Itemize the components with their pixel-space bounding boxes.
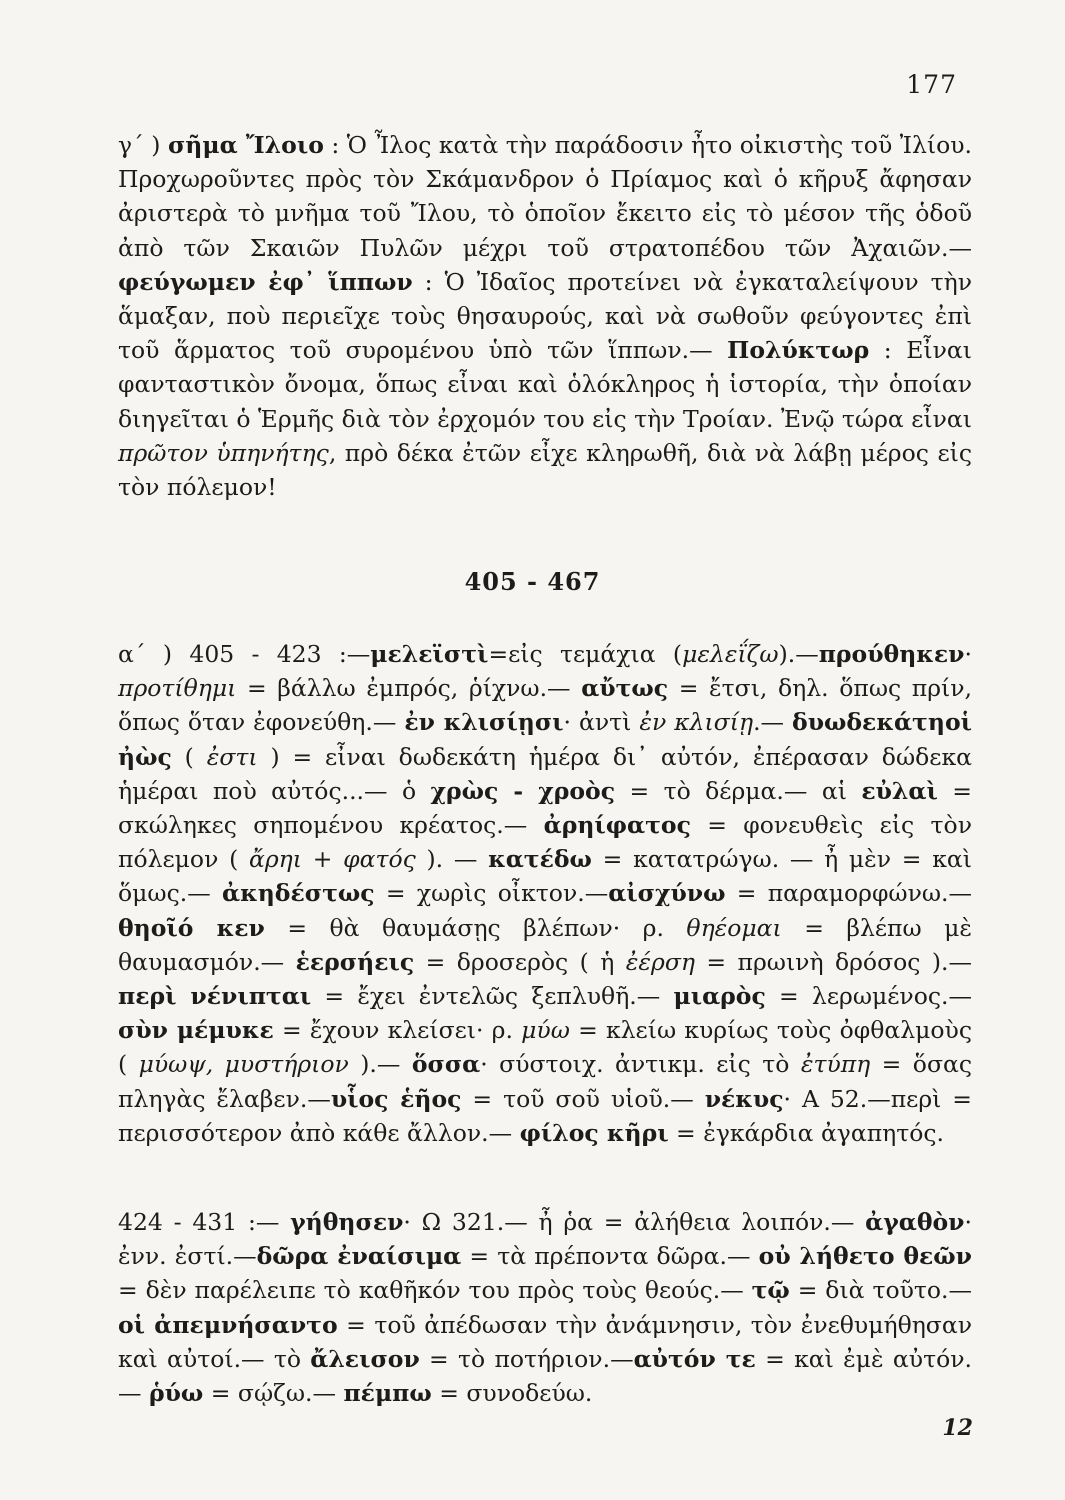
lemma-term: φεύγωμεν ἐφ᾽ ἵππων: [118, 267, 413, 296]
lemma-term: δῶρα ἐναίσιμα: [256, 1242, 462, 1271]
text-run: = συνοδεύω.: [431, 1379, 593, 1408]
text-run: 424 - 431 :—: [118, 1208, 291, 1236]
lemma-term: μιαρὸς: [673, 982, 766, 1011]
lemma-term: ἑερσήεις: [295, 947, 415, 976]
lemma-term: χρὼς - χροὸς: [430, 776, 616, 805]
text-run: = παραμορφώνω.—: [725, 879, 973, 908]
text-run: = τοῦ σοῦ υἱοῦ.—: [461, 1084, 705, 1113]
lemma-term: Πολύκτωρ: [727, 336, 870, 365]
lemma-term: οὐ λήθετο θεῶν: [758, 1242, 972, 1271]
lemma-term: υἷος ἑῆος: [330, 1084, 462, 1113]
lemma-term: φίλος κῆρι: [519, 1118, 669, 1147]
lemma-term: αὐτόν τε: [633, 1344, 756, 1373]
lemma-term: σῆμα Ἴλοιο: [167, 131, 324, 159]
text-run: = βλέπω μὲ θαυμασμόν.—: [118, 913, 973, 976]
text-run: = λερωμένος.—: [765, 982, 972, 1011]
italic-term: ἐέρση: [625, 947, 695, 976]
italic-term: ἐστι: [206, 742, 258, 771]
text-run: · Α 52.—περὶ = περισσότερον ἀπὸ κάθε ἄλλον.—: [118, 1084, 972, 1147]
italic-term: μελεΐζω: [682, 640, 779, 668]
text-run: = τοῦ ἀπέδωσαν τὴν ἀνάμνησιν, τὸν ἐνεθυμήθησαν καὶ αὐτοί.— τὸ: [118, 1310, 972, 1373]
lemma-term: δυωδεκάτηοἱ ἠὼς: [118, 708, 972, 771]
text-run: : Ὁ Ἰδαῖος προτείνει νὰ ἐγκαταλείψουν τὴν ἅμαξαν, ποὺ περιεῖχε τοὺς θησαυρούς, καὶ νὰ σωθοῦν φεύγοντες ἐπὶ τοῦ ἅρματος τοῦ συρομένου ὑπὸ τῶν ἵππων.—: [118, 267, 972, 365]
text-run: ).—: [348, 1050, 412, 1079]
text-run: .—: [753, 708, 793, 737]
text-run: = δὲν παρέλειπε τὸ καθῆκόν του πρὸς τοὺς θεούς.—: [118, 1276, 752, 1305]
lemma-term: περὶ νένιπται: [118, 982, 312, 1011]
lemma-term: αὔτως: [581, 674, 669, 703]
italic-term: ἐτύπη: [800, 1050, 871, 1079]
paragraph-commentary-3: [118, 1205, 972, 1410]
lemma-term: εὐλαὶ: [861, 776, 938, 805]
text-run: =εἰς τεμάχια (: [488, 640, 683, 668]
lemma-term: ῥύω: [148, 1379, 204, 1408]
lemma-term: θηοῖό κεν: [118, 913, 265, 942]
text-run: ).—: [778, 640, 819, 668]
italic-term: προτίθημι: [118, 674, 237, 703]
text-run: = κλείω κυρίως τοὺς ὀφθαλμοὺς (: [118, 1016, 972, 1079]
text-run: ). —: [415, 845, 489, 874]
paragraph-commentary-1: [118, 128, 972, 504]
text-run: (: [171, 742, 207, 771]
text-run: · σύστοιχ. ἀντικμ. εἰς τὸ: [480, 1050, 801, 1079]
lemma-term: τῷ: [751, 1276, 790, 1305]
text-run: = τὸ δέρμα.— αἱ: [615, 776, 862, 805]
text-run: · ἐνν. ἐστί.—: [118, 1208, 972, 1271]
text-run: = καὶ ἐμὲ αὐτόν.—: [118, 1344, 972, 1408]
text-run: = σῴζω.—: [203, 1379, 344, 1408]
text-run: = βάλλω ἐμπρός, ῥίχνω.—: [236, 674, 582, 703]
text-run: = σκώληκες σηπομένου κρέατος.—: [118, 776, 972, 840]
text-run: ·: [964, 640, 972, 668]
italic-term: ἐν κλισίῃ: [639, 708, 754, 737]
lemma-term: γήθησεν: [290, 1208, 404, 1236]
text-run: = τὸ ποτήριον.—: [419, 1344, 634, 1373]
text-run: = ἔχει ἐντελῶς ξεπλυθῆ.—: [311, 982, 674, 1011]
text-run: = φονευθεὶς εἰς τὸν πόλεμον (: [118, 811, 972, 874]
italic-term: μύω: [521, 1016, 570, 1045]
lemma-term: ἐν κλισίῃσι: [404, 708, 564, 737]
lemma-term: οἱ ἀπεμνήσαντο: [118, 1310, 338, 1339]
text-run: = διὰ τοῦτο.—: [789, 1276, 972, 1305]
lemma-term: ὅσσα: [411, 1050, 481, 1079]
text-run: = ἐγκάρδια ἀγαπητός.: [668, 1118, 945, 1147]
text-run: ) = εἶναι δωδεκάτη ἡμέρα δι᾽ αὐτόν, ἐπέρασαν δώδεκα ἡμέραι ποὺ αὐτός...— ὁ: [118, 742, 972, 805]
italic-term: πρῶτον ὑπηνήτης: [118, 438, 329, 467]
paragraph-commentary-2: [118, 637, 972, 1150]
lemma-term: ἀρηίφατος: [543, 811, 691, 840]
text-run: = κατατρώγω. — ἦ μὲν = καὶ ὅμως.—: [118, 845, 972, 908]
lemma-term: ἀκηδέστως: [222, 879, 375, 908]
italic-term: μύωψ, μυστήριον: [138, 1050, 349, 1079]
lemma-term: σὺν μέμυκε: [118, 1016, 274, 1045]
text-run: · Ω 321.— ἦ ῥα = ἀλήθεια λοιπόν.—: [403, 1208, 866, 1236]
lemma-term: μελεϊστὶ: [370, 640, 489, 668]
text-run: = ἔτσι, δηλ. ὅπως πρίν, ὅπως ὅταν ἐφονεύθη.—: [118, 674, 972, 737]
lemma-term: προύθηκεν: [818, 640, 965, 668]
lemma-term: ἀγαθὸν: [865, 1208, 965, 1236]
text-run: = ἔχουν κλείσει· ρ.: [273, 1016, 522, 1045]
lemma-term: ἄλεισον: [310, 1344, 420, 1373]
lemma-term: κατέδω: [488, 845, 592, 874]
text-run: γ΄ ): [118, 131, 168, 159]
text-run: : Ὁ Ἶλος κατὰ τὴν παράδοσιν ἦτο οἰκιστὴς τοῦ Ἰλίου. Προχωροῦντες πρὸς τὸν Σκάμανδρον ὁ Πρίαμος καὶ ὁ κῆρυξ ἄφησαν ἀριστερὰ τὸ μνῆμα τοῦ Ἴλου, τὸ ὁποῖον ἔκειτο εἰς τὸ μέσον τῆς ὁδοῦ ἀπὸ τῶν Σκαιῶν Πυλῶν μέχρι τοῦ στρατοπέδου τῶν Ἀχαιῶν.—: [118, 131, 973, 262]
italic-term: ἄρηι + φατός: [249, 845, 416, 874]
text-run: = δροσερὸς ( ἡ: [414, 947, 626, 976]
text-run: = ὅσας πληγὰς ἔλαβεν.—: [118, 1050, 973, 1113]
text-run: · ἀντὶ: [563, 708, 640, 737]
text-run: = χωρὶς οἶκτον.—: [374, 879, 609, 908]
text-run: : Εἶναι φανταστικὸν ὄνομα, ὅπως εἶναι καὶ ὁλόκληρος ἡ ἱστορία, τὴν ὁποίαν διηγεῖται ὁ Ἑρμῆς διὰ τὸν ἐρχομόν του εἰς τὴν Τροίαν. Ἐνῷ τώρα εἶναι: [118, 336, 972, 433]
italic-term: θηέομαι: [686, 913, 782, 942]
lemma-term: νέκυς: [704, 1084, 784, 1113]
text-run: α΄ ) 405 - 423 :—: [118, 640, 371, 668]
text-run: , πρὸ δέκα ἐτῶν εἶχε κληρωθῆ, διὰ νὰ λάβῃ μέρος εἰς τὸν πόλεμον!: [118, 438, 972, 502]
lemma-term: πέμπω: [343, 1379, 432, 1408]
text-run: = τὰ πρέποντα δῶρα.—: [461, 1242, 759, 1271]
lemma-term: αἰσχύνω: [608, 879, 726, 908]
text-run: = πρωινὴ δρόσος ).—: [694, 947, 972, 976]
text-run: = θὰ θαυμάσῃς βλέπων· ρ.: [264, 913, 687, 942]
signature-mark: 12: [942, 1415, 973, 1441]
page-number: 177: [906, 70, 957, 99]
section-heading: 405 - 467: [464, 567, 601, 596]
